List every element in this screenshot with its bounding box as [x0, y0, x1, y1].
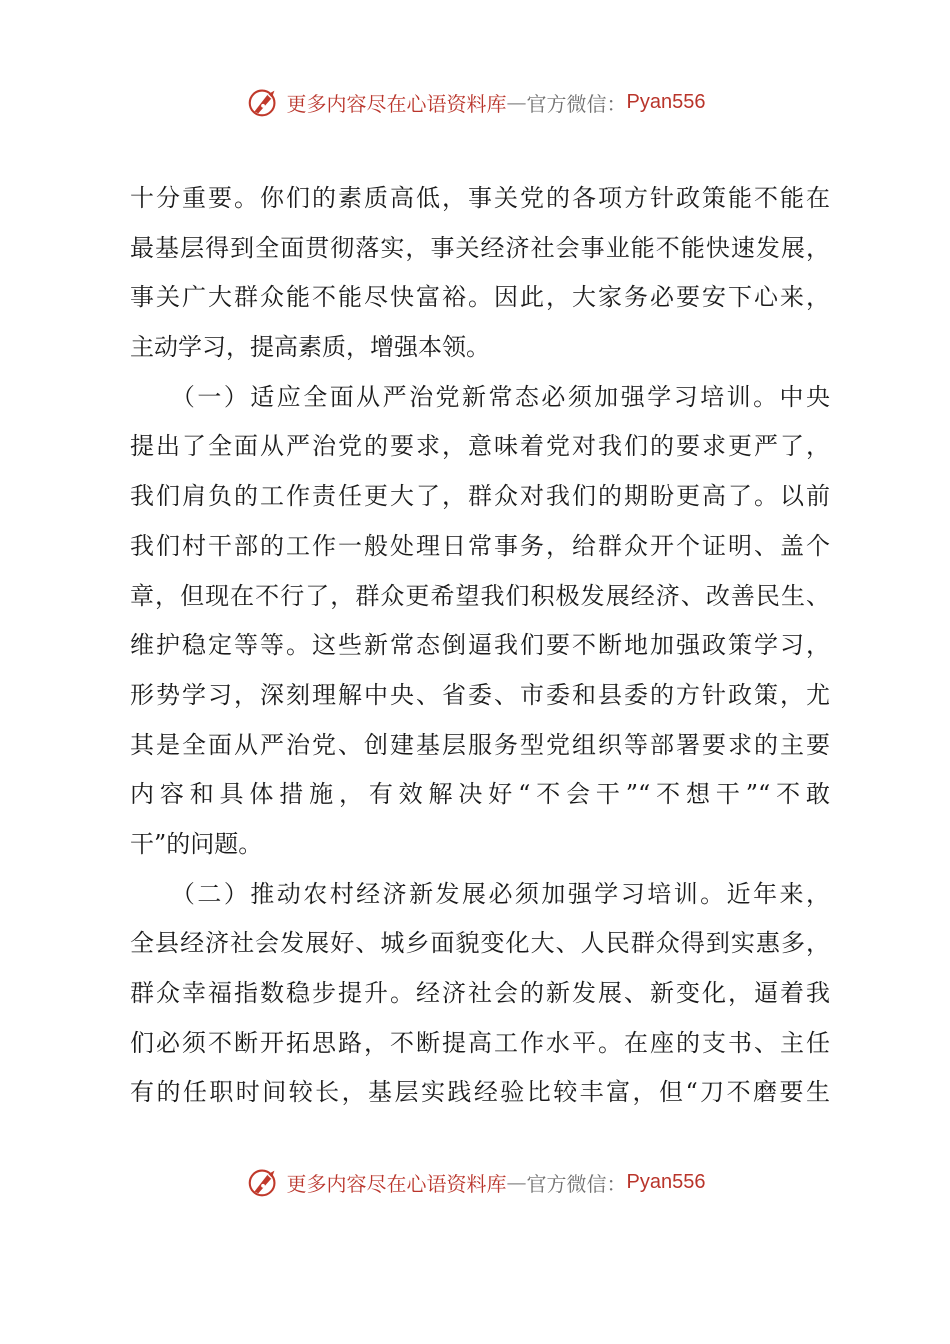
- watermark-dash: —: [506, 90, 527, 114]
- watermark-wechat-id: Pyan556: [626, 1170, 706, 1193]
- watermark-wechat-id: Pyan556: [626, 90, 706, 113]
- text-line: 我们肩负的工作责任更大了，群众对我们的期盼更高了。以前: [130, 482, 830, 511]
- watermark-dash: —: [506, 1170, 527, 1194]
- text-line: （一）适应全面从严治党新常态必须加强学习培训。中央: [130, 382, 830, 411]
- footer-watermark-banner: [0, 1160, 950, 1204]
- text-line: 我们村干部的工作一般处理日常事务，给群众开个证明、盖个: [130, 531, 830, 560]
- text-line: 十分重要。你们的素质高低，事关党的各项方针政策能不能在: [130, 184, 830, 212]
- header-watermark-banner: [0, 80, 950, 124]
- text-line: （二）推动农村经济新发展必须加强学习培训。近年来，: [130, 879, 830, 908]
- text-line: 章，但现在不行了，群众更希望我们积极发展经济、改善民生、: [130, 581, 830, 610]
- pen-nib-logo-icon: [245, 83, 283, 121]
- text-line: 内容和具体措施，有效解决好“不会干”“不想干”“不敢: [130, 780, 830, 809]
- text-line: 主动学习，提高素质，增强本领。: [130, 333, 490, 362]
- watermark-library-text: 更多内容尽在心语资料库: [286, 1171, 507, 1196]
- text-line: 最基层得到全面贯彻落实，事关经济社会事业能不能快速发展，: [130, 233, 830, 262]
- text-line: 干”的问题。: [130, 829, 263, 858]
- text-line: 其是全面从严治党、创建基层服务型党组织等部署要求的主要: [130, 730, 830, 759]
- text-line: 有的任职时间较长，基层实践经验比较丰富，但“刀不磨要生: [130, 1078, 830, 1107]
- text-line: 们必须不断开拓思路，不断提高工作水平。在座的支书、主任: [130, 1028, 830, 1057]
- watermark-wechat-label: 官方微信：: [526, 91, 627, 116]
- text-line: 形势学习，深刻理解中央、省委、市委和县委的方针政策，尤: [130, 680, 830, 709]
- text-line: 全县经济社会发展好、城乡面貌变化大、人民群众得到实惠多，: [130, 929, 830, 958]
- pen-nib-logo-icon: [245, 1163, 283, 1201]
- text-line: 事关广大群众能不能尽快富裕。因此，大家务必要安下心来，: [130, 283, 830, 312]
- text-line: 提出了全面从严治党的要求，意味着党对我们的要求更严了，: [130, 432, 830, 461]
- text-line: 维护稳定等等。这些新常态倒逼我们要不断地加强政策学习，: [130, 631, 830, 660]
- document-body: [130, 174, 830, 1118]
- text-line: 群众幸福指数稳步提升。经济社会的新发展、新变化，逼着我: [130, 979, 830, 1007]
- watermark-wechat-label: 官方微信：: [526, 1171, 627, 1196]
- watermark-library-text: 更多内容尽在心语资料库: [286, 91, 507, 116]
